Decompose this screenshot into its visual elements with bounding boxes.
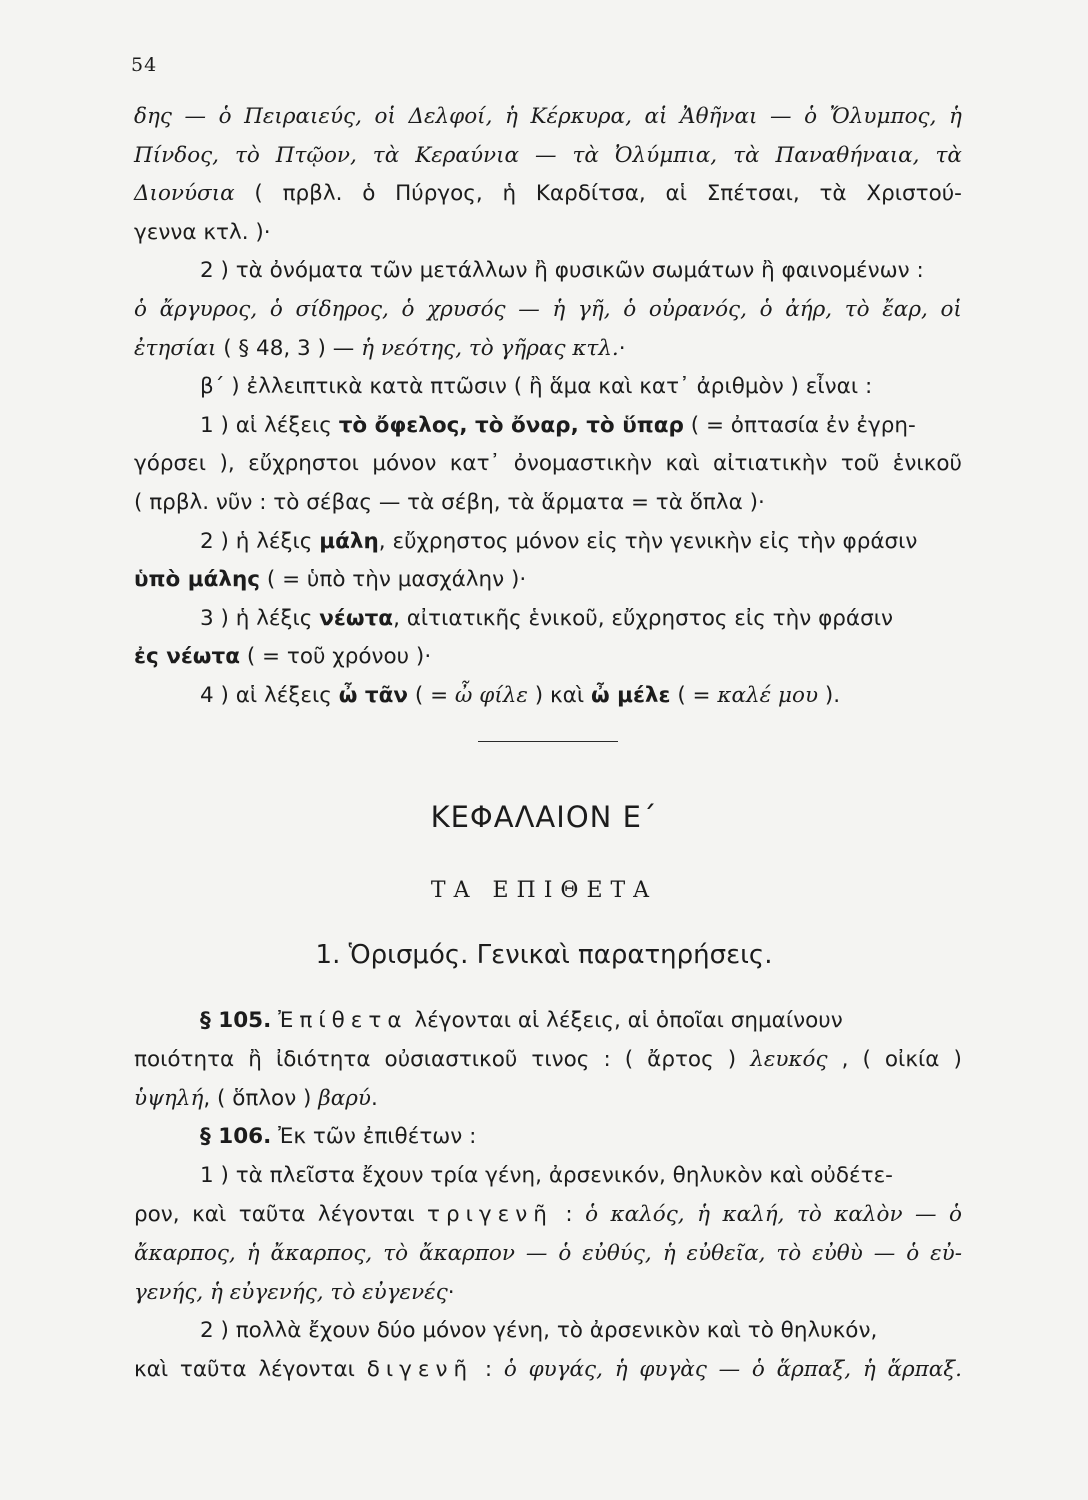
text-word: Ὀλύμπια,	[614, 142, 718, 168]
text-word: ἡ	[505, 104, 518, 129]
text-word: καὶ	[134, 1357, 169, 1383]
text-segment: γενής, ἡ εὐγενής, τὸ εὐγενές	[134, 1279, 448, 1305]
text-segment: ὑψηλή	[134, 1085, 204, 1111]
text-word: Καρδίτσα,	[535, 181, 646, 207]
text-word: :	[603, 1046, 611, 1072]
text-word: ὁ	[906, 1240, 920, 1266]
text-segment: ·	[618, 335, 626, 361]
text-word: ταῦτα	[238, 1201, 306, 1227]
text-word: καλός,	[610, 1201, 685, 1227]
text-segment: ( =	[408, 682, 455, 708]
text-segment: β΄ ) ἐλλειπτικὰ κατὰ πτῶσιν ( ἢ ἅμα καὶ κατ᾽ ἀριθμὸν ) εἶναι :	[200, 374, 873, 400]
text-word: ποιότητα	[134, 1046, 235, 1072]
text-word: λευκός	[750, 1046, 828, 1072]
text-word: λέγονται	[317, 1201, 415, 1227]
text-line	[134, 1235, 962, 1274]
text-line	[134, 407, 962, 446]
text-line	[134, 638, 962, 677]
text-word: τινος	[531, 1046, 590, 1072]
text-word: Δελφοί,	[408, 104, 493, 129]
text-segment: τὸ ὄφελος, τὸ ὄναρ, τὸ ὕπαρ	[338, 412, 684, 438]
text-word: —	[525, 1240, 548, 1266]
text-segment: γεννα κτλ. )·	[134, 219, 271, 245]
text-word: ὁ	[134, 296, 147, 322]
text-segment: 3 ) ἡ λέξις	[200, 605, 320, 631]
text-segment: ( πρβλ. νῦν : τὸ σέβας — τὰ σέβη, τὰ ἅρματα = τὰ ὅπλα )·	[134, 489, 765, 515]
text-word: φυγὰς	[639, 1357, 707, 1383]
text-word: ρον,	[134, 1201, 180, 1227]
text-word: τὰ	[733, 142, 760, 168]
text-word: τὸ	[796, 1201, 822, 1227]
text-word: τριγενῆ	[427, 1201, 553, 1227]
text-line	[134, 1351, 962, 1390]
text-word: καλὸν	[834, 1201, 903, 1227]
text-line	[134, 98, 962, 137]
text-word: γόρσει	[134, 451, 207, 477]
text-line	[134, 291, 962, 330]
text-word: λέγονται	[258, 1357, 355, 1383]
text-word: καὶ	[192, 1201, 227, 1227]
text-word: ἄργυρος,	[159, 296, 258, 322]
text-word: ὁ	[751, 1357, 765, 1383]
text-line	[134, 330, 962, 369]
body-text-bottom	[134, 1002, 962, 1390]
text-word: οἱ	[940, 296, 962, 322]
text-word: ὁ	[503, 1357, 517, 1383]
section-divider	[478, 741, 618, 742]
text-word: εὐθεῖα,	[686, 1240, 766, 1266]
text-word: Χριστού-	[866, 181, 962, 207]
text-segment: ( = ὑπὸ τὴν μασχάλην )·	[260, 567, 527, 593]
text-word: αἱ	[665, 181, 687, 207]
text-word: ὁ	[623, 296, 637, 322]
text-line	[134, 252, 962, 291]
text-segment: 2 ) πολλὰ ἔχουν δύο μόνον γένη, τὸ ἀρσενικὸν καὶ τὸ θηλυκόν,	[200, 1318, 878, 1344]
text-word: —	[915, 1201, 937, 1227]
text-word: τὰ	[572, 142, 599, 168]
text-word: τοῦ	[840, 451, 880, 477]
text-segment: μάλη	[319, 528, 379, 554]
text-word: ἄκαρπος,	[134, 1240, 236, 1266]
text-word: —	[518, 296, 540, 322]
text-segment: ἡ νεότης, τὸ γῆρας κτλ.	[361, 335, 619, 361]
text-word: —	[535, 142, 557, 168]
text-word: Κέρκυρα,	[530, 104, 632, 129]
text-segment: ὑπὸ μάλης	[134, 567, 261, 593]
text-word: :	[565, 1201, 573, 1227]
text-word: (	[862, 1046, 871, 1072]
text-segment: ·	[447, 1279, 455, 1305]
text-word: ἡ	[552, 296, 566, 322]
text-line	[134, 175, 962, 214]
text-word: γῆ,	[577, 296, 611, 322]
text-word: οἰκία	[884, 1046, 940, 1072]
text-word: εὐθὺ	[812, 1240, 863, 1266]
text-segment: ( = ὀπτασία ἐν ἐγρη-	[683, 412, 916, 438]
text-line	[134, 445, 962, 484]
text-word: ἡ	[614, 1357, 628, 1383]
text-word: ὁ	[362, 181, 376, 207]
text-segment: ὦ τᾶν	[338, 682, 409, 708]
text-word: (	[254, 181, 263, 207]
text-word: )	[953, 1046, 962, 1072]
text-segment: 2 ) ἡ λέξις	[200, 528, 320, 554]
text-word: )	[727, 1046, 737, 1072]
text-word: ὁ	[269, 296, 283, 322]
text-line	[134, 600, 962, 639]
text-word: τὸ	[383, 1240, 409, 1266]
text-segment: ἐτησίαι	[134, 335, 217, 361]
text-word: ἀήρ,	[785, 296, 833, 322]
text-segment: , εὔχρηστος μόνον εἰς τὴν γενικὴν εἰς τὴν φράσιν	[378, 528, 918, 554]
text-word: ἔαρ,	[882, 296, 928, 322]
text-segment: ).	[818, 682, 841, 708]
text-segment: 2 ) τὰ ὀνόματα τῶν μετάλλων ἢ φυσικῶν σωμάτων ἢ φαινομένων :	[200, 258, 924, 284]
text-word: ἄκαρπος,	[270, 1240, 373, 1266]
text-word: ὁ	[401, 296, 415, 322]
text-word: Πύργος,	[395, 181, 483, 207]
text-word: ταῦτα	[179, 1357, 247, 1383]
text-word: τὸ	[234, 142, 260, 168]
text-word: αἱ	[644, 104, 668, 129]
section-heading: 1. Ὁρισμός. Γενικαὶ παρατηρήσεις.	[315, 940, 773, 970]
text-line	[134, 677, 962, 716]
text-word: τὰ	[372, 142, 400, 168]
text-word: Πίνδος,	[134, 142, 220, 168]
text-word: εὐ-	[930, 1240, 962, 1266]
text-word: ἑνικοῦ	[892, 451, 962, 477]
text-segment: βαρύ	[318, 1085, 371, 1111]
text-word: ὀνομαστικὴν	[513, 451, 653, 477]
text-word: :	[484, 1357, 493, 1383]
text-line	[134, 561, 962, 600]
text-line	[134, 1041, 962, 1080]
text-line	[134, 1080, 962, 1119]
text-segment: νέωτα	[319, 605, 394, 631]
text-segment: .	[370, 1085, 378, 1111]
text-line	[134, 137, 962, 176]
text-word: σίδηρος,	[295, 296, 389, 322]
text-segment: ( = τοῦ χρόνου )·	[240, 644, 432, 670]
text-segment: ( § 48, 3 ) —	[216, 335, 362, 361]
text-line	[134, 1274, 962, 1313]
text-segment	[271, 1002, 278, 1041]
text-word: διγενῆ	[366, 1357, 474, 1383]
text-word: —	[770, 104, 792, 129]
text-word: εὔχρηστοι	[248, 451, 359, 477]
text-segment: ὦ φίλε	[454, 682, 528, 708]
text-word: καὶ	[665, 451, 700, 477]
text-line	[134, 368, 962, 407]
text-word: πρβλ.	[282, 181, 343, 207]
body-text-top	[134, 98, 962, 716]
text-segment: 4 ) αἱ λέξεις	[200, 682, 339, 708]
text-word: ἢ	[248, 1046, 262, 1072]
text-word: Κεραύνια	[415, 142, 520, 168]
text-segment: ἐς νέωτα	[134, 644, 240, 670]
text-line	[134, 1157, 962, 1196]
text-word: κατ᾽	[449, 451, 501, 477]
text-segment: Ἐπίθετα	[278, 1008, 408, 1033]
text-word: Ὄλυμπος,	[829, 104, 937, 129]
text-segment: § 106.	[200, 1124, 272, 1150]
text-line	[134, 523, 962, 562]
text-word: Πειραιεύς,	[244, 104, 362, 129]
text-line	[134, 1118, 962, 1157]
text-line	[134, 1002, 962, 1041]
text-word: τὰ	[819, 181, 847, 207]
text-segment: 1 ) τὰ πλεῖστα ἔχουν τρία γένη, ἀρσενικόν, θηλυκὸν καὶ οὐδέτε-	[200, 1163, 893, 1189]
text-word: καλή,	[722, 1201, 785, 1227]
text-word: ),	[219, 451, 235, 477]
text-word: ὁ	[558, 1240, 572, 1266]
text-word: Ἀθῆναι	[680, 104, 758, 129]
text-word: —	[718, 1357, 741, 1383]
text-word: αἰτιατικὴν	[713, 451, 828, 477]
text-word: οἱ	[374, 104, 396, 129]
text-word: οὐρανός,	[648, 296, 747, 322]
text-word: ἡ	[949, 104, 962, 129]
text-word: ἡ	[246, 1240, 260, 1266]
text-word: —	[873, 1240, 896, 1266]
text-word: μόνον	[372, 451, 437, 477]
text-word: δης	[134, 104, 172, 129]
text-word: ἡ	[502, 181, 517, 207]
text-word: οὐσιαστικοῦ	[384, 1046, 518, 1072]
text-word: ,	[841, 1046, 849, 1072]
text-segment: , αἰτιατικῆς ἑνικοῦ, εὔχρηστος εἰς τὴν φράσιν	[393, 605, 893, 631]
text-word: Πτῷον,	[275, 142, 357, 168]
text-word: εὐθύς,	[582, 1240, 652, 1266]
text-word: ὁ	[804, 104, 818, 129]
text-word: ἅρπαξ,	[776, 1357, 852, 1383]
text-segment: ) καὶ	[527, 682, 591, 708]
text-word: τὸ	[776, 1240, 802, 1266]
text-word: ὁ	[585, 1201, 599, 1227]
text-segment: καλέ μου	[717, 682, 819, 708]
text-line	[134, 1312, 962, 1351]
text-word: (	[624, 1046, 634, 1072]
chapter-title: ΚΕΦΑΛΑΙΟΝ Ε΄	[430, 800, 658, 834]
text-word: τὰ	[935, 142, 962, 168]
text-word: ἡ	[662, 1240, 676, 1266]
text-word: ἡ	[862, 1357, 876, 1383]
text-segment: ( =	[670, 682, 718, 708]
text-word: ἄρτος	[647, 1046, 714, 1072]
text-line	[134, 484, 962, 523]
text-word: ἡ	[697, 1201, 710, 1227]
text-word: ὁ	[759, 296, 773, 322]
page-number: 54	[131, 54, 158, 76]
text-word: ὁ	[218, 104, 232, 129]
text-word: χρυσός	[427, 296, 506, 322]
text-word: φυγάς,	[528, 1357, 603, 1383]
text-word: Παναθήναια,	[775, 142, 920, 168]
text-word: τὸ	[844, 296, 870, 322]
text-segment: ὦ μέλε	[590, 682, 671, 708]
chapter-subtitle: ΤΑ ΕΠΙΘΕΤΑ	[430, 878, 658, 903]
text-segment: § 105.	[200, 1008, 272, 1033]
text-word: Διονύσια	[134, 181, 235, 207]
text-segment: , ( ὅπλον )	[203, 1085, 319, 1111]
text-word: ἰδιότητα	[275, 1046, 371, 1072]
text-segment: Ἐκ τῶν ἐπιθέτων :	[271, 1124, 477, 1150]
text-segment: λέγονται αἱ λέξεις, αἱ ὁποῖαι σημαίνουν	[407, 1008, 843, 1033]
text-word: ὁ	[949, 1201, 962, 1227]
text-word: ἄκαρπον	[419, 1240, 515, 1266]
text-line	[134, 214, 962, 253]
text-segment: 1 ) αἱ λέξεις	[200, 412, 339, 438]
text-line	[134, 1196, 962, 1235]
text-word: ἅρπαξ.	[887, 1357, 962, 1383]
text-word: —	[184, 104, 206, 129]
text-word: Σπέτσαι,	[706, 181, 800, 207]
